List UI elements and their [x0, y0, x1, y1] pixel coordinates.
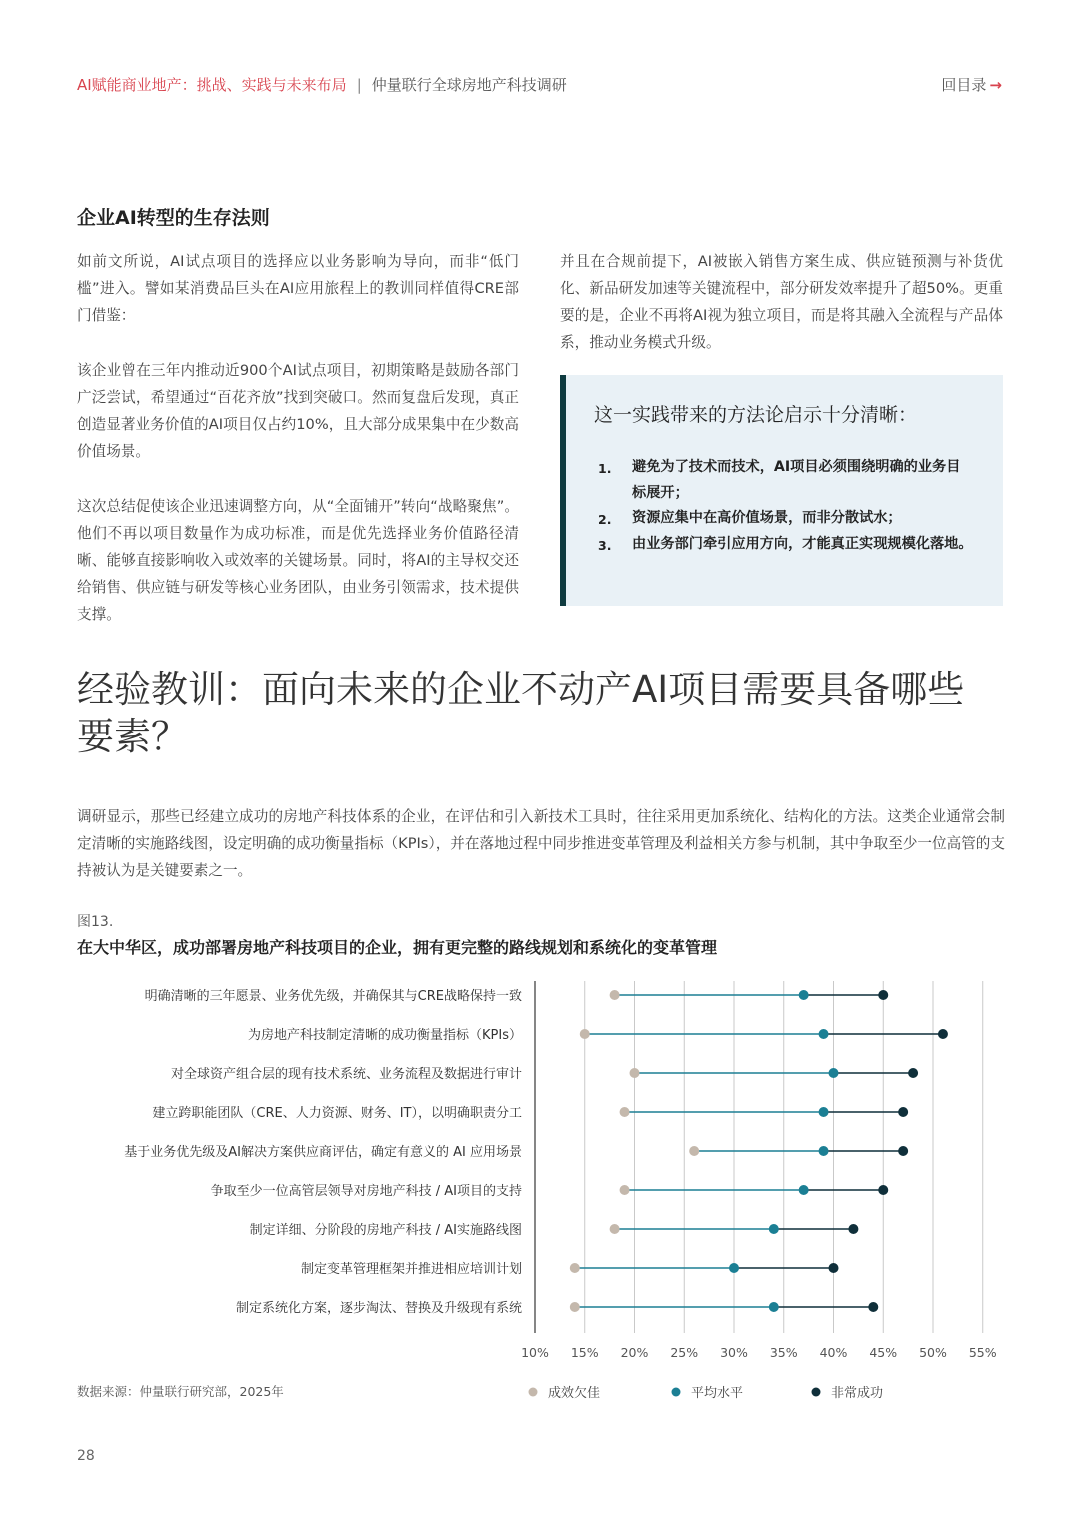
data-point-average — [729, 1263, 739, 1273]
data-point-very-successful — [898, 1146, 908, 1156]
arrow-right-icon: → — [989, 76, 1002, 94]
callout-list-item — [594, 532, 974, 558]
data-point-poor — [689, 1146, 699, 1156]
data-source: 数据来源：仲量联行研究部，2025年 — [77, 1384, 284, 1399]
running-header — [77, 74, 567, 95]
data-point-average — [799, 1185, 809, 1195]
data-point-average — [829, 1068, 839, 1078]
list-text: 避免为了技术而技术，AI项目必须围绕明确的业务目标展开； — [632, 459, 961, 501]
legend-label: 非常成功 — [831, 1386, 884, 1401]
list-text: 资源应集中在高价值场景，而非分散试水； — [632, 510, 902, 526]
legend-marker — [672, 1388, 681, 1397]
callout-list-item — [594, 506, 974, 532]
data-point-very-successful — [908, 1068, 918, 1078]
callout-list — [594, 455, 974, 557]
x-tick-label: 35% — [769, 1345, 798, 1360]
data-point-poor — [610, 1224, 620, 1234]
methodology-callout — [560, 375, 1003, 606]
category-label: 明确清晰的三年愿景、业务优先级，并确保其与CRE战略保持一致 — [144, 989, 522, 1004]
data-point-average — [799, 990, 809, 1000]
figure-title: 在大中华区，成功部署房地产科技项目的企业，拥有更完整的路线规划和系统化的变革管理 — [77, 938, 718, 957]
data-point-average — [769, 1224, 779, 1234]
data-point-very-successful — [898, 1107, 908, 1117]
data-point-poor — [620, 1107, 630, 1117]
x-tick-label: 10% — [521, 1345, 549, 1360]
data-point-poor — [630, 1068, 640, 1078]
data-point-very-successful — [878, 1185, 888, 1195]
category-label: 争取至少一位高管层领导对房地产科技 / AI项目的支持 — [210, 1184, 522, 1199]
data-point-poor — [570, 1302, 580, 1312]
data-point-average — [819, 1029, 829, 1039]
left-paragraph-2: 该企业曾在三年内推动近900个AI试点项目，初期策略是鼓励各部门广泛尝试，希望通过“百花齐放”找到突破口。然而复盘后发现，真正创造显著业务价值的AI项目仅占约10%，且大部分成果集中在少数高价值场景。 — [77, 362, 519, 460]
callout-title: 这一实践带来的方法论启示十分清晰： — [594, 404, 918, 426]
report-subtitle: 仲量联行全球房地产科技调研 — [371, 76, 567, 94]
list-number: 3. — [598, 537, 612, 553]
x-tick-label: 15% — [570, 1345, 599, 1360]
data-point-poor — [610, 990, 620, 1000]
category-label: 为房地产科技制定清晰的成功衡量指标（KPIs） — [248, 1028, 522, 1043]
x-tick-label: 20% — [620, 1345, 649, 1360]
category-label: 对全球资产组合层的现有技术系统、业务流程及数据进行审计 — [170, 1067, 522, 1082]
category-label: 建立跨职能团队（CRE、人力资源、财务、IT），以明确职责分工 — [152, 1106, 522, 1121]
category-label: 制定系统化方案，逐步淘汰、替换及升级现有系统 — [235, 1301, 522, 1316]
legend-label: 成效欠佳 — [548, 1386, 601, 1401]
legend-marker — [812, 1388, 821, 1397]
header-separator: | — [356, 76, 362, 94]
list-number: 1. — [598, 461, 612, 476]
data-point-poor — [620, 1185, 630, 1195]
left-paragraph-3: 这次总结促使该企业迅速调整方向，从“全面铺开”转向“战略聚焦”。他们不再以项目数量作为成功标准，而是优先选择业务价值路径清晰、能够直接影响收入或效率的关键场景。同时，将AI的主导权交还给销售、供应链与研发等核心业务团队，由业务引领需求，技术提供支撑。 — [77, 498, 519, 623]
list-number: 2. — [598, 512, 612, 527]
dot-range-chart — [0, 975, 1080, 1405]
callout-list-item — [594, 455, 974, 506]
legend-marker — [529, 1388, 538, 1397]
legend-label: 平均水平 — [691, 1386, 744, 1401]
data-point-very-successful — [878, 990, 888, 1000]
x-tick-label: 40% — [819, 1345, 848, 1360]
data-point-very-successful — [938, 1029, 948, 1039]
x-tick-label: 55% — [968, 1345, 997, 1360]
data-point-poor — [570, 1263, 580, 1273]
data-point-very-successful — [868, 1302, 878, 1312]
survey-intro-paragraph: 调研显示，那些已经建立成功的房地产科技体系的企业，在评估和引入新技术工具时，往往采用更加系统化、结构化的方法。这类企业通常会制定清晰的实施路线图，设定明确的成功衡量指标（KPIs），并在落地过程中同步推进变革管理及利益相关方参与机制，其中争取至少一位高管的支持被认为是关键要素之一。 — [77, 808, 1005, 879]
lessons-title: 经验教训：面向未来的企业不动产AI项目需要具备哪些要素？ — [77, 668, 965, 758]
x-tick-label: 25% — [670, 1345, 699, 1360]
category-label: 基于业务优先级及AI解决方案供应商评估，确定有意义的 AI 应用场景 — [124, 1145, 522, 1160]
x-tick-label: 50% — [919, 1345, 947, 1360]
data-point-average — [769, 1302, 779, 1312]
report-title: AI赋能商业地产：挑战、实践与未来布局 — [77, 76, 347, 94]
back-to-toc-label: 回目录 — [941, 76, 987, 94]
data-point-average — [819, 1107, 829, 1117]
data-point-very-successful — [848, 1224, 858, 1234]
data-point-poor — [580, 1029, 590, 1039]
right-paragraph: 并且在合规前提下，AI被嵌入销售方案生成、供应链预测与补货优化、新品研发加速等关键流程中，部分研发效率提升了超50%。更重要的是，企业不再将AI视为独立项目，而是将其融入全流程与产品体系，推动业务模式升级。 — [560, 253, 1003, 351]
category-label: 制定详细、分阶段的房地产科技 / AI实施路线图 — [249, 1223, 522, 1238]
list-text: 由业务部门牵引应用方向，才能真正实现规模化落地。 — [632, 535, 973, 552]
section-heading: 企业AI转型的生存法则 — [77, 207, 270, 229]
category-label: 制定变革管理框架并推进相应培训计划 — [300, 1262, 522, 1277]
figure-number: 图13. — [77, 914, 114, 930]
left-paragraph-1: 如前文所说，AI试点项目的选择应以业务影响为导向，而非“低门槛”进入。譬如某消费品巨头在AI应用旅程上的教训同样值得CRE部门借鉴： — [77, 253, 519, 324]
data-point-very-successful — [829, 1263, 839, 1273]
x-tick-label: 45% — [869, 1345, 898, 1360]
page-number: 28 — [77, 1448, 95, 1464]
x-tick-label: 30% — [720, 1345, 748, 1360]
data-point-average — [819, 1146, 829, 1156]
back-to-toc-link[interactable] — [941, 74, 1002, 95]
